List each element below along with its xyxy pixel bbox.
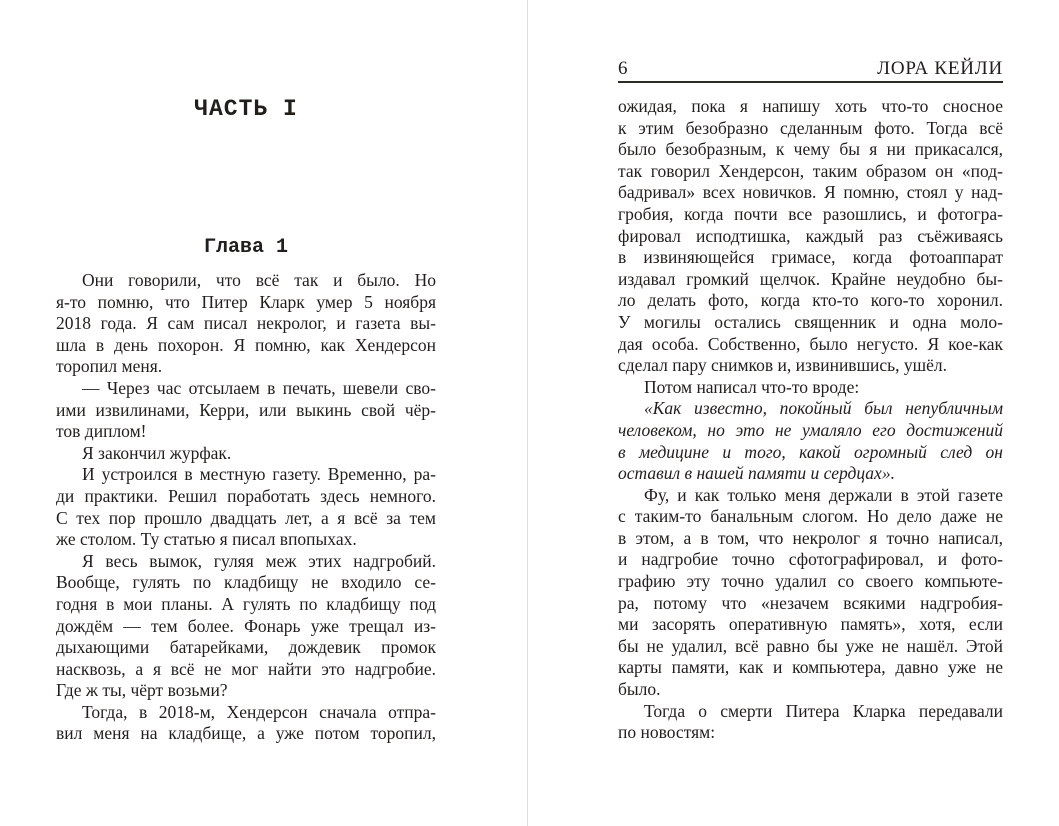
text-line: Фу, и как только меня держали в этой газете [644,484,1003,505]
text-line: Я весь вымок, гуляя меж этих надгробий. [82,550,436,571]
text-line: ми засорять оперативную память», хотя, если [618,614,1003,635]
text-line: — Через час отсылаем в печать, шевели сво- [82,377,436,398]
text-line: в извиняющейся гримасе, когда фотоаппарат [618,247,1003,268]
text-line: Тогда, в 2018-м, Хендерсон сначала отпра- [82,701,436,722]
text-line: ра, потому что «незачем всякими надгробия- [618,592,1003,613]
text-line: карты памяти, как и компьютера, давно уже не [618,657,1003,678]
text-line: дождём — тем более. Фонарь уже трещал из- [56,615,436,636]
book-left-page [0,0,527,826]
text-line: ожидая, пока я напишу хоть что-то сносное [618,96,1003,116]
text-line: 2018 года. Я сам писал некролог, и газета вы- [56,313,436,334]
text-line: в этом, а в том, что некролог я точно написал, [618,527,1003,548]
text-line: насквозь, а я всё не мог найти это надгробие. [56,658,436,679]
text-line: годня в мои планы. А гулять по кладбищу под [56,593,436,614]
text-line: в медицине и того, какой огромный след он [618,441,1003,462]
text-line: вил меня на кладбище, а уже потом торопил, [56,723,436,744]
text-line: графию эту точно удалил со своего компьюте- [618,571,1003,592]
text-line: по новостям: [618,722,716,743]
text-line: я-то помню, что Питер Кларк умер 5 ноября [56,291,436,312]
text-line: Вообще, гулять по кладбищу не входило се- [56,572,436,593]
text-line: же столом. Ту статью я писал впопыхах. [56,529,357,550]
running-header [618,58,1003,83]
text-line: Я закончил журфак. [82,442,232,463]
text-line: Где ж ты, чёрт возьми? [56,680,228,701]
text-line: и надгробие точно сфотографировал, и фото- [618,549,1003,570]
text-line: так говорил Хендерсон, таким образом он «под- [618,160,1003,181]
page-number: 6 [618,58,628,79]
left-page-body-text [56,270,436,745]
text-line: ими извилинами, Керри, или выкинь свой чёр- [56,399,436,420]
text-line: ло делать фото, когда кто-то кого-то хоронил. [618,290,1003,311]
text-line: У могилы остались священник и одна моло- [618,311,1003,332]
text-line: к этим безобразно сделанным фото. Тогда всё [618,117,1003,138]
text-line: сделал пару снимков и, извинившись, ушёл. [618,355,948,376]
text-line: Потом написал что-то вроде: [644,376,860,397]
text-line: Они говорили, что всё так и было. Но [82,270,436,290]
text-line: с таким-то банальным слогом. Но дело даже не [618,506,1003,527]
text-line: было. [618,679,661,700]
text-line: оставил в нашей памяти и сердцах». [618,463,895,484]
text-line: гробия, когда почти все разошлись, и фотогра- [618,203,1003,224]
text-line: И устроился в местную газету. Временно, ра- [82,464,436,485]
text-line: торопил меня. [56,356,163,377]
text-line: было безобразным, к чему бы я ни прикасался, [618,139,1003,160]
text-line: бы не удалил, всё равно бы уже не нашёл. Этой [618,635,1003,656]
running-header-author: ЛОРА КЕЙЛИ [877,58,1003,79]
text-line: бадривал» всех новичков. Я помню, стоял у над- [618,182,1003,203]
text-line: издавал громкий щелчок. Крайне неудобно бы- [618,268,1003,289]
text-line: тов диплом! [56,421,147,442]
right-page-body-text [618,96,1003,744]
text-line: человеком, но это не умаляло его достижений [618,419,1003,440]
text-line: дая особа. Собственно, было негусто. Я кое-как [618,333,1003,354]
text-line: «Как известно, покойный был непубличным [644,398,1003,419]
text-line: фировал исподтишка, каждый раз съёживаясь [618,225,1003,246]
text-line: Тогда о смерти Питера Кларка передавали [644,700,1003,721]
text-line: шла в день похорон. Я помню, как Хендерсон [56,334,436,355]
text-line: дыхающими батарейками, дождевик промок [56,637,436,658]
text-line: ди практики. Решил поработать здесь немного. [56,485,436,506]
text-line: С тех пор прошло двадцать лет, а я всё за тем [56,507,436,528]
book-right-page [528,0,1059,826]
part-heading: ЧАСТЬ I [194,96,298,122]
chapter-heading: Глава 1 [203,236,288,259]
